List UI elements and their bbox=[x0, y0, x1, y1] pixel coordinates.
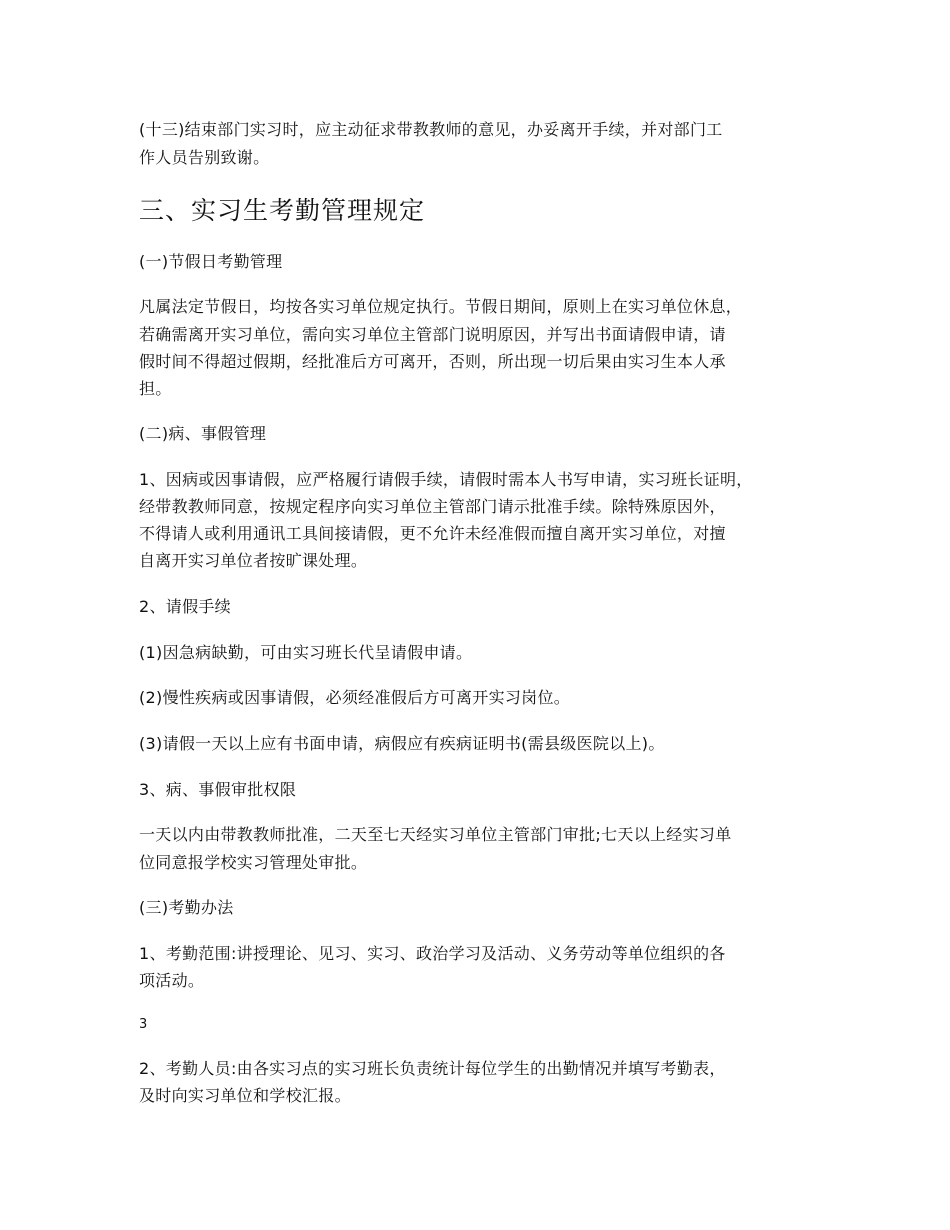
subsection-1-body-line-1: 凡属法定节假日，均按各实习单位规定执行。节假日期间，原则上在实习单位休息， bbox=[139, 297, 743, 316]
paragraph-13-line-2: 作人员告别致谢。 bbox=[139, 148, 270, 167]
section-heading: 三、实习生考勤管理规定 bbox=[139, 196, 426, 225]
item-3-body-line-1: 一天以内由带教教师批准，二天至七天经实习单位主管部门审批;七天以上经实习单 bbox=[139, 825, 732, 844]
item-2-point-2: (2)慢性疾病或因事请假，必须经准假后方可离开实习岗位。 bbox=[139, 688, 571, 707]
attendance-item-2-line-1: 2、考勤人员:由各实习点的实习班长负责统计每位学生的出勤情况并填写考勤表， bbox=[139, 1059, 726, 1078]
item-2-point-3: (3)请假一天以上应有书面申请，病假应有疾病证明书(需县级医院以上)。 bbox=[139, 734, 665, 753]
attendance-item-1-line-2: 项活动。 bbox=[139, 971, 205, 990]
attendance-item-2-line-2: 及时向实习单位和学校汇报。 bbox=[139, 1086, 351, 1105]
subsection-1-body-line-3: 假时间不得超过假期，经批准后方可离开，否则，所出现一切后果由实习生本人承 bbox=[139, 352, 726, 371]
paragraph-13-line-1: (十三)结束部门实习时，应主动征求带教教师的意见，办妥离开手续，并对部门工 bbox=[139, 120, 723, 139]
item-3-title: 3、病、事假审批权限 bbox=[139, 780, 297, 799]
page-number: 3 bbox=[139, 1017, 148, 1032]
subsection-1-title: (一)节假日考勤管理 bbox=[139, 252, 283, 271]
item-2-title: 2、请假手续 bbox=[139, 597, 231, 616]
item-1-line-3: 不得请人或利用通讯工具间接请假，更不允许未经准假而擅自离开实习单位，对擅 bbox=[139, 524, 726, 543]
subsection-1-body-line-2: 若确需离开实习单位，需向实习单位主管部门说明原因，并写出书面请假申请，请 bbox=[139, 325, 726, 344]
subsection-1-body-line-4: 担。 bbox=[139, 379, 172, 398]
item-3-body-line-2: 位同意报学校实习管理处审批。 bbox=[139, 853, 368, 872]
item-1-line-4: 自离开实习单位者按旷课处理。 bbox=[139, 551, 368, 570]
item-2-point-1: (1)因急病缺勤，可由实习班长代呈请假申请。 bbox=[139, 643, 473, 662]
item-1-line-2: 经带教教师同意，按规定程序向实习单位主管部门请示批准手续。除特殊原因外， bbox=[139, 497, 726, 516]
attendance-item-1-line-1: 1、考勤范围:讲授理论、见习、实习、政治学习及活动、义务劳动等单位组织的各 bbox=[139, 944, 726, 963]
item-1-line-1: 1、因病或因事请假，应严格履行请假手续，请假时需本人书写申请，实习班长证明， bbox=[139, 470, 753, 489]
subsection-3-title: (三)考勤办法 bbox=[139, 898, 234, 917]
subsection-2-title: (二)病、事假管理 bbox=[139, 424, 267, 443]
